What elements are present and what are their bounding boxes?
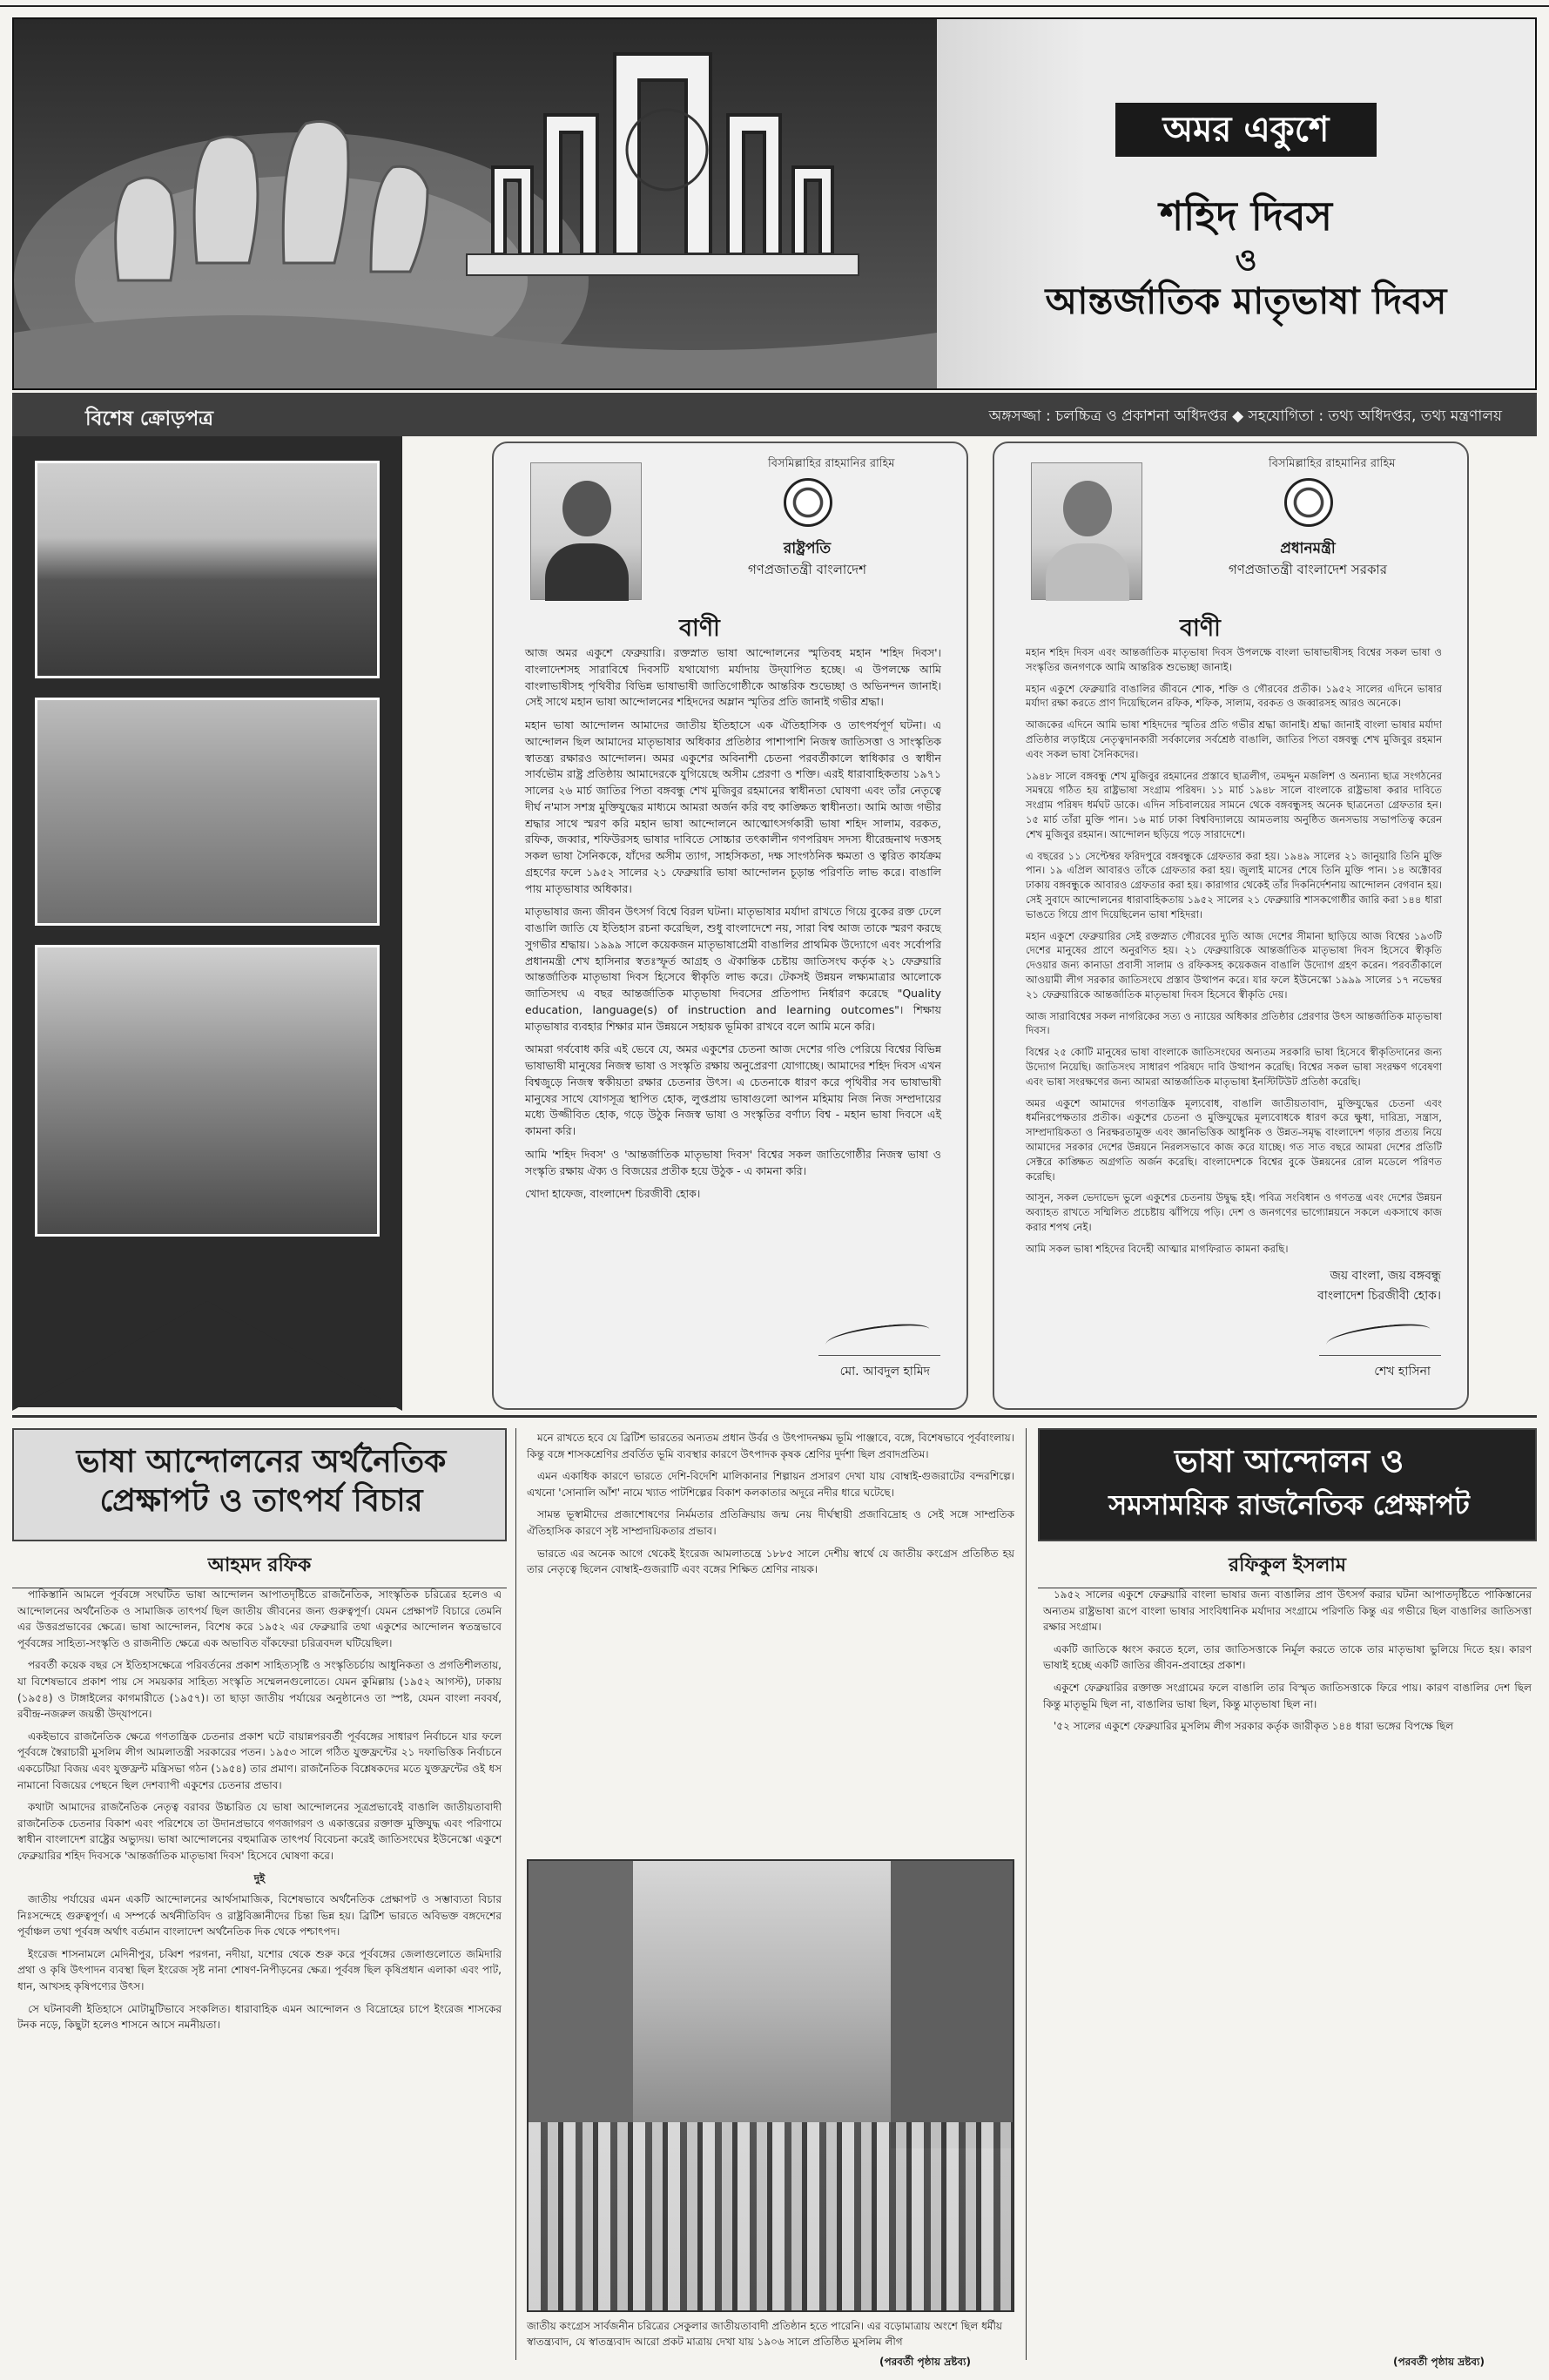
pm-signature — [1319, 1318, 1441, 1356]
photo-column — [12, 436, 402, 1407]
pm-para-1: মহান শহিদ দিবস এবং আন্তর্জাতিক মাতৃভাষা দিবস উপলক্ষে বাংলা ভাষাভাষীসহ বিশ্বের সকল ভাষা ও সংস্কৃতির জনগণকে আমি আন্তরিক শুভেচ্ছা জানাই। — [1026, 646, 1442, 673]
pm-para-5: এ বছরের ১১ সেপ্টেম্বর ফরিদপুরে বঙ্গবন্ধুকে গ্রেফতার করা হয়। ১৯৪৯ সালের ২১ জানুয়ারি তিনি মুক্তি পান। ১৯ এপ্রিল আবারও তাঁকে গ্রেফতার করা হয়। জুলাই মাসের শেষে তিনি মুক্তি পান। ১৪ অক্টোবর ঢাকায় বঙ্গবন্ধুকে আবারও গ্রেফতার করা হয়। কারাগার থেকেই তাঁর দিকনির্দেশনায় আন্দোলন বেগবান হয়। সেই সুবাদে আন্দোলনের ধারাবাহিকতায় ১৯৫২ সালের ২১ ফেব্রুয়ারি শাসকগোষ্ঠীর জারি করা ১৪৪ ধারা ভাঙতে গিয়ে প্রাণ দিয়েছিলেন ভাষা শহিদরা। — [1026, 849, 1442, 920]
left-article-para-2: পরবর্তী কয়েক বছর সে ইতিহাসক্ষেত্রে পরিবর্তনের প্রকাশ সাহিত্যসৃষ্টি ও সংস্কৃতিচর্চায় আধুনিকতা ও প্রগতিশীলতায়, যা বিশেষভাবে প্রকাশ পায় সে সময়কার সাহিত্য সংস্কৃতি সম্মেলনগুলোতে। যেমন কুমিল্লায় (১৯৫২ আগস্ট), ঢাকায় (১৯৫৪) ও টাঙ্গাইলের কাগমারীতে (১৯৫৭)। তা ছাড়া জাতীয় পর্যায়ের অনুষ্ঠানেও তা স্পষ্ট, যেমন বাংলা নববর্ষ, রবীন্দ্র-নজরুল জয়ন্তী উদ্‌যাপনে। — [17, 1659, 502, 1721]
left-article-para-5: জাতীয় পর্যায়ের এমন একটি আন্দোলনের আর্থসামাজিক, বিশেষভাবে অর্থনৈতিক প্রেক্ষাপট ও সম্ভাব্যতা বিচার নিঃসন্দেহে গুরুত্বপূর্ণ। এ সম্পর্কে অর্থনীতিবিদ ও রাষ্ট্রবিজ্ঞানীদের চিন্তা ভিন্ন হয়। ব্রিটিশ ভারতে অবিভক্ত বঙ্গদেশের পূর্বাঞ্চল তথা পূর্ববঙ্গ অর্থাৎ বর্তমান বাংলাদেশ অর্থনৈতিক দিক থেকে পশ্চাৎপদ। — [17, 1893, 502, 1938]
president-para-4: আমরা গর্ববোধ করি এই ভেবে যে, অমর একুশের চেতনা আজ দেশের গণ্ডি পেরিয়ে বিশ্বের বিভিন্ন ভাষাভাষী মানুষের নিজস্ব ভাষা ও সংস্কৃতি রক্ষায় অনুপ্রেরণা যোগাচ্ছে। আমাদের শহিদ দিবস এখন বিশ্বজুড়ে নিজস্ব স্বকীয়তা রক্ষার চেতনার উৎস। এ চেতনাকে ধারণ করে পৃথিবীর সব ভাষাভাষী মানুষের সাথে যোগসূত্র স্থাপিত হোক, লুপ্তপ্রায় ভাষাগুলো আপন মহিমায় নিজ নিজ সম্প্রদায়ের মধ্যে উজ্জীবিত হোক, গড়ে উঠুক নিজস্ব ভাষা ও সংস্কৃতির বর্ণাঢ্য বিশ্ব - মহান ভাষা দিবসে এই কামনা করি। — [525, 1042, 941, 1137]
president-portrait — [530, 462, 642, 600]
pm-message-body — [1026, 645, 1442, 1263]
president-name: মো. আবদুল হামিদ — [839, 1365, 930, 1379]
president-government: গণপ্রজাতন্ত্রী বাংলাদেশ — [747, 562, 867, 577]
photo-column-ribbon-tail — [0, 1280, 402, 1411]
left-article-title: ভাষা আন্দোলনের অর্থনৈতিক প্রেক্ষাপট ও তাৎপর্য বিচার — [76, 1444, 447, 1519]
pm-seal-icon — [1284, 478, 1333, 527]
pm-sign-off-line-2: বাংলাদেশ চিরজীবী হোক। — [1317, 1288, 1441, 1303]
right-article-title-1: ভাষা আন্দোলন ও — [1174, 1444, 1404, 1480]
banner-title-line-2: ও — [1235, 242, 1257, 278]
middle-article-para-3: সামন্ত ভূস্বামীদের প্রজাশোষণের নির্মমতার প্রতিক্রিয়ায় জন্ম নেয় দীর্ঘস্থায়ী প্রজাবিদ্রোহ ও সেই সঙ্গে সাম্প্রতিক ঐতিহাসিক কারণে সৃষ্ট সাম্প্রদায়িকতার প্রভাব। — [527, 1508, 1014, 1537]
historic-photo-memorial — [35, 945, 380, 1237]
section-divider — [12, 1415, 1537, 1418]
pm-message-heading: বাণী — [1180, 615, 1221, 642]
pm-para-2: মহান একুশে ফেব্রুয়ারি বাঙালির জীবনে শোক, শক্তি ও গৌরবের প্রতীক। ১৯৫২ সালের এদিনে ভাষার মর্যাদা রক্ষা করতে প্রাণ দিয়েছিলেন রফিক, শফিক, সালাম, বরকত ও জব্বারসহ আরও অনেকে। — [1026, 682, 1442, 710]
president-role: রাষ্ট্রপতি — [783, 540, 832, 557]
banner — [12, 17, 1537, 390]
historic-photo-rally — [35, 461, 380, 678]
pm-para-8: বিশ্বের ২৫ কোটি মানুষের ভাষা বাংলাকে জাতিসংঘের অন্যতম সরকারি ভাষা হিসেবে স্বীকৃতিদানের জন্য উদ্যোগ নিয়েছি। জাতিসংঘ সাধারণ পরিষদে দাবি উত্থাপন করেছি। বিশ্বের সকল ভাষা সংরক্ষণ গবেষণা এবং ভাষা সংরক্ষণের জন্য আমরা আন্তর্জাতিক মাতৃভাষা ইনস্টিটিউট প্রতিষ্ঠা করেছি। — [1026, 1046, 1442, 1088]
top-rule — [0, 0, 1549, 7]
left-article-headline-box — [12, 1428, 507, 1541]
pm-name: শেখ হাসিনা — [1374, 1365, 1431, 1379]
special-supplement-label: বিশেষ ক্রোড়পত্র — [85, 408, 214, 430]
pm-role: প্রধানমন্ত্রী — [1280, 540, 1336, 557]
right-article-body — [1043, 1587, 1532, 1741]
pm-para-6: মহান একুশে ফেব্রুয়ারির সেই রক্তস্নাত গৌরবের দ্যুতি আজ দেশের সীমানা ছাড়িয়ে আজ বিশ্বের ১৯৩টি দেশের মানুষের প্রাণে অনুরণিত হয়। ২১ ফেব্রুয়ারিকে আন্তর্জাতিক মাতৃভাষা দিবস হিসেবে স্বীকৃতি দেওয়ার জন্য কানাডা প্রবাসী সালাম ও রফিকসহ কয়েকজন বাঙালি উদ্যোগ গ্রহণ করেন। পরবর্তীকালে আওয়ামী লীগ সরকার জাতিসংঘে প্রস্তাব উত্থাপন করে। যার ফলে ইউনেস্কো ১৯৯৯ সালের ১৭ নভেম্বর ২১ ফেব্রুয়ারিকে আন্তর্জাতিক মাতৃভাষা দিবস হিসেবে স্বীকৃতি দেয়। — [1026, 929, 1442, 1001]
left-article-para-3: একইভাবে রাজনৈতিক ক্ষেত্রে গণতান্ত্রিক চেতনার প্রকাশ ঘটে বায়ান্নপরবর্তী পূর্ববঙ্গের সাধারণ নির্বাচনে যার ফলে পূর্ববঙ্গে স্বৈরাচারী মুসলিম লীগ আমলাতন্ত্রী সরকারের পতন। ১৯৫৩ সালে গঠিত যুক্তফ্রন্টের ২১ দফাভিত্তিক নির্বাচনে একচেটিয়া বিজয় এবং যুক্তফ্রন্ট মন্ত্রিসভা গঠন (১৯৫৪) তার প্রমাণ। রাজনৈতিক বিশ্লেষকদের মতে যুক্তফ্রন্টের ওই ধস নামানো বিজয়ের পেছনে ছিল দেশব্যাপী একুশের চেতনার প্রভাব। — [17, 1729, 502, 1791]
middle-article-tail: জাতীয় কংগ্রেস সার্বজনীন চরিত্রের সেকুলার জাতীয়তাবাদী প্রতিষ্ঠান হতে পারেনি। এর বড়োমাত্রায় অংশে ছিল ধর্মীয় স্বাতন্ত্র্যবাদ, যে স্বাতন্ত্র্যবাদ আরো প্রকট মাত্রায় দেখা যায় ১৯০৬ সালে প্রতিষ্ঠিত মুসলিম লীগ — [527, 2320, 1002, 2348]
left-article-para-1: পাকিস্তানি আমলে পূর্ববঙ্গে সংঘটিত ভাষা আন্দোলন আপাতদৃষ্টিতে রাজনৈতিক, সাংস্কৃতিক চরিত্রের হলেও এ আন্দোলনের অর্থনৈতিক ও সামাজিক তাৎপর্য ছিল জাতীয় জীবনের জন্য গুরুত্বপূর্ণ। যেমন প্রেক্ষাপট বিচারে তেমনি এর উত্তরপ্রভাবের ক্ষেত্রে। ভাষা আন্দোলন, বিশেষ করে ১৯৫২ এর ফেব্রুয়ারি তথা একুশের আন্দোলন স্বতন্ত্রভাবে পূর্ববঙ্গের সাহিত্য-সংস্কৃতি ও রাজনীতি ক্ষেত্রে এক অভাবিত বাঁকফেরা চরিত্রবদল ঘটিয়েছিল। — [17, 1588, 502, 1649]
pm-sign-off — [1317, 1266, 1441, 1305]
pm-message-box — [993, 442, 1469, 1410]
president-para-2: মহান ভাষা আন্দোলন আমাদের জাতীয় ইতিহাসে এক ঐতিহাসিক ও তাৎপর্যপূর্ণ ঘটনা। এ আন্দোলন ছিল আমাদের মাতৃভাষার অধিকার প্রতিষ্ঠার পাশাপাশি নিজস্ব জাতিসত্তা ও সাংস্কৃতিক স্বাতন্ত্র্য রক্ষারও আন্দোলন। অমর একুশের অবিনাশী চেতনা পরবর্তীকালে স্বাধিকার ও স্বাধীন সার্বভৌম রাষ্ট্র প্রতিষ্ঠায় আমাদেরকে যুগিয়েছে অসীম প্রেরণা ও শক্তি। এরই ধারাবাহিকতায় ১৯৭১ সালের ২৬ মার্চ জাতির পিতা বঙ্গবন্ধু শেখ মুজিবুর রহমানের স্বাধীনতা ঘোষণা এবং তাঁর নেতৃত্বে দীর্ঘ ন'মাস সশস্ত্র মুক্তিযুদ্ধের মাধ্যমে আমরা অর্জন করি বহু কাঙ্ক্ষিত স্বাধীনতা। আমি আজ গভীর শ্রদ্ধার সাথে স্মরণ করি মহান ভাষা আন্দোলনে আত্মোৎসর্গকারী ভাষা শহিদ সালাম, বরকত, রফিক, জব্বার, শফিউরসহ ভাষার দাবিতে সোচ্চার তৎকালীন গণপরিষদ সদস্য ধীরেন্দ্রনাথ দত্তসহ সকল ভাষা সৈনিককে, যাঁদের অসীম ত্যাগ, সাহসিকতা, দক্ষ সাংগঠনিক ক্ষমতা ও ত্বরিত কার্যক্রম গ্রহণের ফলে ১৯৫২ সালের ২১ ফেব্রুয়ারি ভাষা আন্দোলন চূড়ান্ত পরিণতি লাভ করে। বাঙালি পায় মাতৃভাষার অধিকার। — [525, 718, 941, 895]
credits-line: অঙ্গসজ্জা : চলচ্চিত্র ও প্রকাশনা অধিদপ্তর ◆ সহযোগিতা : তথ্য অধিদপ্তর, তথ্য মন্ত্রণালয় — [988, 408, 1502, 425]
shaheed-minar-illustration — [14, 19, 937, 390]
middle-article-body — [527, 1430, 1014, 1584]
president-para-5: আমি 'শহিদ দিবস' ও 'আন্তর্জাতিক মাতৃভাষা দিবস' বিশ্বের সকল জাতিগোষ্ঠীর নিজস্ব ভাষা ও সংস্কৃতি রক্ষায় ঐক্য ও বিজয়ের প্রতীক হয়ে উঠুক - এ কামনা করি। — [525, 1147, 941, 1177]
section-marker: দুই — [253, 1871, 266, 1884]
right-article-para-3: একুশে ফেব্রুয়ারির রক্তাক্ত সংগ্রামের ফলে বাঙালি তার বিস্মৃত জাতিসত্তাকে ফিরে পায়। কারণ বাঙালির দেশ ছিল কিন্তু মাতৃভূমি ছিল না, বাঙালির ভাষা ছিল, কিন্তু মাতৃভাষা ছিল না। — [1043, 1681, 1532, 1710]
left-article-para-4: কথাটা আমাদের রাজনৈতিক নেতৃত্ব বরাবর উচ্চারিত যে ভাষা আন্দোলনের সূত্রপ্রভাবেই বাঙালি জাতীয়তাবাদী রাজনৈতিক চেতনার বিকাশ এবং পরিশেষে তা উদানপ্রভাবে গণজাগরণ ও একাত্তরের রক্তাক্ত মুক্তিযুদ্ধ এবং পরিণামে স্বাধীন বাংলাদেশ রাষ্ট্রের অভ্যুদয়। ভাষা আন্দোলনের বহুমাত্রিক তাৎপর্য বিবেচনা করেই জাতিসংঘের ইউনেস্কো একুশে ফেব্রুয়ারির শহিদ দিবসকে 'আন্তর্জাতিক মাতৃভাষা দিবস' হিসেবে ঘোষণা করে। — [17, 1801, 502, 1862]
pm-para-10: আসুন, সকল ভেদাভেদ ভুলে একুশের চেতনায় উদ্বুদ্ধ হই। পবিত্র সংবিধান ও গণতন্ত্র এবং দেশের উন্নয়ন অব্যাহত রাখতে সম্মিলিত প্রচেষ্টায় ঝাঁপিয়ে পড়ি। দেশ ও জনগণের ভাগ্যোন্নয়নে সকলে একসাথে কাজ করার শপথ নেই। — [1026, 1191, 1442, 1233]
president-para-1: আজ অমর একুশে ফেব্রুয়ারি। রক্তস্নাত ভাষা আন্দোলনের স্মৃতিবহ মহান 'শহিদ দিবস'। বাংলাদেশসহ সারাবিশ্বে দিবসটি যথাযোগ্য মর্যাদায় উদ্‌যাপিত হচ্ছে। এ উপলক্ষে আমি বাংলাভাষীসহ পৃথিবীর বিভিন্ন ভাষাভাষী জাতিগোষ্ঠীকে আন্তরিক শুভেচ্ছা ও অভিনন্দন জানাই। সেই সাথে মহান ভাষা আন্দোলনের শহিদদের অম্লান স্মৃতির প্রতি জানাই গভীর শ্রদ্ধা। — [525, 646, 941, 709]
middle-article-para-4: ভারতে এর অনেক আগে থেকেই ইংরেজ আমলাতন্ত্রে ১৮৮৫ সালে দেশীয় স্বার্থে যে জাতীয় কংগ্রেস প্রতিষ্ঠিত হয় তার নেতৃত্বে ছিলেন বোম্বাই-গুজরাটি এবং বঙ্গের শিক্ষিত শ্রেণির নায়ক। — [527, 1547, 1014, 1576]
middle-continued-note: (পরবর্তী পৃষ্ঠায় দ্রষ্টব্য) — [879, 2356, 972, 2368]
pm-government: গণপ্রজাতন্ত্রী বাংলাদেশ সরকার — [1228, 562, 1388, 577]
banner-title-small: অমর একুশে — [1115, 103, 1377, 157]
left-article-body — [17, 1587, 502, 2040]
right-article-title-2: সমসাময়িক রাজনৈতিক প্রেক্ষাপট — [1108, 1488, 1470, 1521]
pm-para-4: ১৯৪৮ সালে বঙ্গবন্ধু শেখ মুজিবুর রহমানের প্রস্তাবে ছাত্রলীগ, তমদ্দুন মজলিশ ও অন্যান্য ছাত্র সংগঠনের সমন্বয়ে গঠিত হয় রাষ্ট্রভাষা সংগ্রাম পরিষদ। ১১ মার্চ ১৯৪৮ সালে বাংলাকে রাষ্ট্রভাষা করার দাবিতে সংগ্রাম পরিষদ ধর্মঘট ডাকে। এদিন সচিবালয়ের সামনে থেকে বঙ্গবন্ধুসহ অনেক ছাত্রনেতা গ্রেফতার হন। ১৫ মার্চ তাঁরা মুক্তি পান। ১৬ মার্চ ঢাকা বিশ্ববিদ্যালয়ে আমতলায় অনুষ্ঠিত জনসভায় সভাপতিত্ব করেন শেখ মুজিবুর রহমান। আন্দোলন ছড়িয়ে পড়ে সারাদেশে। — [1026, 769, 1442, 840]
info-strip — [12, 393, 1537, 436]
president-para-3: মাতৃভাষার জন্য জীবন উৎসর্গ বিশ্বে বিরল ঘটনা। মাতৃভাষার মর্যাদা রাখতে গিয়ে বুকের রক্ত ঢেলে বাঙালি জাতি যে ইতিহাস রচনা করেছিল, শুধু বাংলাদেশে নয়, সারা বিশ্ব আজ তাকে স্মরণ করছে সুগভীর শ্রদ্ধায়। ১৯৯৯ সালে কয়েকজন মাতৃভাষাপ্রেমী বাঙালির প্রাথমিক উদ্যোগে এবং সর্বোপরি প্রধানমন্ত্রী শেখ হাসিনার স্বতঃস্ফূর্ত আগ্রহ ও ঐকান্তিক চেষ্টায় জাতিসংঘ কর্তৃক ২১ ফেব্রুয়ারি আন্তর্জাতিক মাতৃভাষা দিবস হিসেবে স্বীকৃতি লাভ করে। টেকসই উন্নয়ন লক্ষ্যমাত্রার আলোকে জাতিসংঘ এ বছর আন্তর্জাতিক মাতৃভাষা দিবসের প্রতিপাদ্য নির্ধারণ করেছে "Quality education, language(s) of instruction and learning outcomes"। শিক্ষায় মাতৃভাষার ব্যবহার শিক্ষার মান উন্নয়নে সহায়ক ভূমিকা রাখবে বলে আমি মনে করি। — [525, 905, 941, 1033]
pm-portrait — [1031, 462, 1142, 600]
president-message-body — [525, 645, 941, 1210]
bismillah-text: বিসমিল্লাহির রাহমানির রাহিম — [1269, 457, 1396, 470]
banner-title-line-3: আন্তর্জাতিক মাতৃভাষা দিবস — [1045, 280, 1447, 322]
pm-para-3: আজকের এদিনে আমি ভাষা শহিদদের স্মৃতির প্রতি গভীর শ্রদ্ধা জানাই। শ্রদ্ধা জানাই বাংলা ভাষার মর্যাদা প্রতিষ্ঠার লড়াইয়ে নেতৃত্বদানকারী সর্বকালের সর্বশ্রেষ্ঠ বাঙালি, জাতির পিতা বঙ্গবন্ধু শেখ মুজিবুর রহমান এবং সকল ভাষা সৈনিকদের। — [1026, 718, 1442, 760]
right-article-para-1: ১৯৫২ সালের একুশে ফেব্রুয়ারি বাংলা ভাষার জন্য বাঙালির প্রাণ উৎসর্গ করার ঘটনা আপাতদৃষ্টিতে পাকিস্তানের অন্যতম রাষ্ট্রভাষা রূপে বাংলা ভাষার সাংবিধানিক মর্যাদার সংগ্রামে পরিণতি কিন্তু এর গভীরে ছিল বাঙালির জাতিসত্তা রক্ষার সংগ্রাম। — [1043, 1588, 1532, 1634]
middle-article-para-1: মনে রাখতে হবে যে ব্রিটিশ ভারতের অন্যতম প্রধান উর্বর ও উৎপাদনক্ষম ভূমি পাঞ্জাবে, বঙ্গে, বিশেষভাবে পূর্ববাংলায়। কিন্তু বঙ্গে শাসকশ্রেণির প্রবর্তিত ভূমি ব্যবস্থার কারণে উৎপাদক কৃষক শ্রেণির দুর্দশা ছিল প্রবাদপ্রতিম। — [527, 1432, 1014, 1460]
president-message-heading: বাণী — [679, 615, 720, 642]
right-article-para-2: একটি জাতিকে ধ্বংস করতে হলে, তার জাতিসত্তাকে নির্মূল করতে তাকে তার মাতৃভাষা ভুলিয়ে দিতে হয়। কারণ ভাষাই হচ্ছে একটি জাতির জীবন-প্রবাহের প্রকাশ। — [1043, 1642, 1532, 1672]
column-rule-left — [515, 1428, 516, 2360]
pm-para-9: অমর একুশে আমাদের গণতান্ত্রিক মূল্যবোধ, বাঙালি জাতীয়তাবাদ, মুক্তিযুদ্ধের চেতনা এবং ধর্মনিরপেক্ষতার প্রতীক। একুশের চেতনা ও মুক্তিযুদ্ধের মূল্যবোধকে ধারণ করে ক্ষুধা, দারিদ্র্য, সন্ত্রাস, সাম্প্রদায়িকতা ও নিরক্ষরতামুক্ত এবং জ্ঞানভিত্তিক আধুনিক ও উন্নত-সমৃদ্ধ বাংলাদেশ গড়ার প্রত্যয় নিয়ে আমাদের সরকার দেশের উন্নয়নে নিরলসভাবে কাজ করে যাচ্ছে। গত সাত বছরে আমরা দেশের প্রতিটি সেক্টরে কাঙ্ক্ষিত অগ্রগতি অর্জন করেছি। বাংলাদেশকে বিশ্বের বুকে উন্নয়নের রোল মডেলে পরিণত করেছি। — [1026, 1096, 1442, 1183]
pm-para-7: আজ সারাবিশ্বের সকল নাগরিকের সত্য ও ন্যায়ের অধিকার প্রতিষ্ঠার প্রেরণার উৎস আন্তর্জাতিক মাতৃভাষা দিবস। — [1026, 1009, 1442, 1037]
pm-sign-off-line-1: জয় বাংলা, জয় বঙ্গবন্ধু — [1330, 1269, 1441, 1284]
column-rule-right — [1026, 1428, 1027, 2360]
president-signature — [818, 1318, 940, 1356]
president-message-box — [492, 442, 968, 1410]
left-article-para-7: সে ঘটনাবলী ইতিহাসে মোটামুটিভাবে সংকলিত। ধারাবাহিক এমন আন্দোলন ও বিদ্রোহের চাপে ইংরেজ শাসকের টনক নড়ে, কিছুটা হলেও শাসনে আসে নমনীয়তা। — [17, 2002, 502, 2032]
right-article-headline-box — [1038, 1428, 1537, 1541]
historic-photo-procession — [35, 698, 380, 926]
middle-article-para-2: এমন একাধিক কারণে ভারতে দেশি-বিদেশি মালিকানার শিল্পায়ন প্রসারণ দেখা যায় বোম্বাই-গুজরাটের বন্দরশিল্পে। এখনো 'সোনালি আঁশ' নামে খ্যাত পাটশিল্পের বিকাশ কলকাতার অদূরে নদীর ধারে ঘটেছে। — [527, 1470, 1014, 1499]
right-article-para-4: '৫২ সালের একুশে ফেব্রুয়ারির মুসলিম লীগ সরকার কর্তৃক জারীকৃত ১৪৪ ধারা ভঙ্গের বিপক্ষে ছিল — [1054, 1720, 1454, 1733]
right-continued-note: (পরবর্তী পৃষ্ঠায় দ্রষ্টব্য) — [1393, 2356, 1485, 2368]
banner-title — [963, 192, 1529, 325]
banner-title-line-1: শহিদ দিবস — [1159, 192, 1333, 239]
president-para-6: খোদা হাফেজ, বাংলাদেশ চিরজীবী হোক। — [525, 1187, 701, 1201]
right-article-byline: রফিকুল ইসলাম — [1038, 1550, 1537, 1588]
bismillah-text: বিসমিল্লাহির রাহমানির রাহিম — [768, 457, 895, 470]
street-procession-photo — [527, 1859, 1014, 2312]
left-article-para-6: ইংরেজ শাসনামলে মেদিনীপুর, চব্বিশ পরগনা, নদীয়া, যশোর থেকে শুরু করে পূর্ববঙ্গের জেলাগুলোতে জমিদারি প্রথা ও কৃষি উৎপাদন ব্যবস্থা ছিল ইংরেজ সৃষ্ট নানা শোষণ-নিপীড়নের ক্ষেত্র। পূর্ববঙ্গ ছিল কৃষিপ্রধান এলাকা এবং পাট, ধান, আখসহ কৃষিপণ্যের উৎস। — [17, 1947, 502, 1993]
president-seal-icon — [784, 478, 832, 527]
left-article-byline: আহমদ রফিক — [12, 1550, 507, 1588]
pm-para-11: আমি সকল ভাষা শহিদের বিদেহী আত্মার মাগফিরাত কামনা করছি। — [1026, 1242, 1289, 1255]
